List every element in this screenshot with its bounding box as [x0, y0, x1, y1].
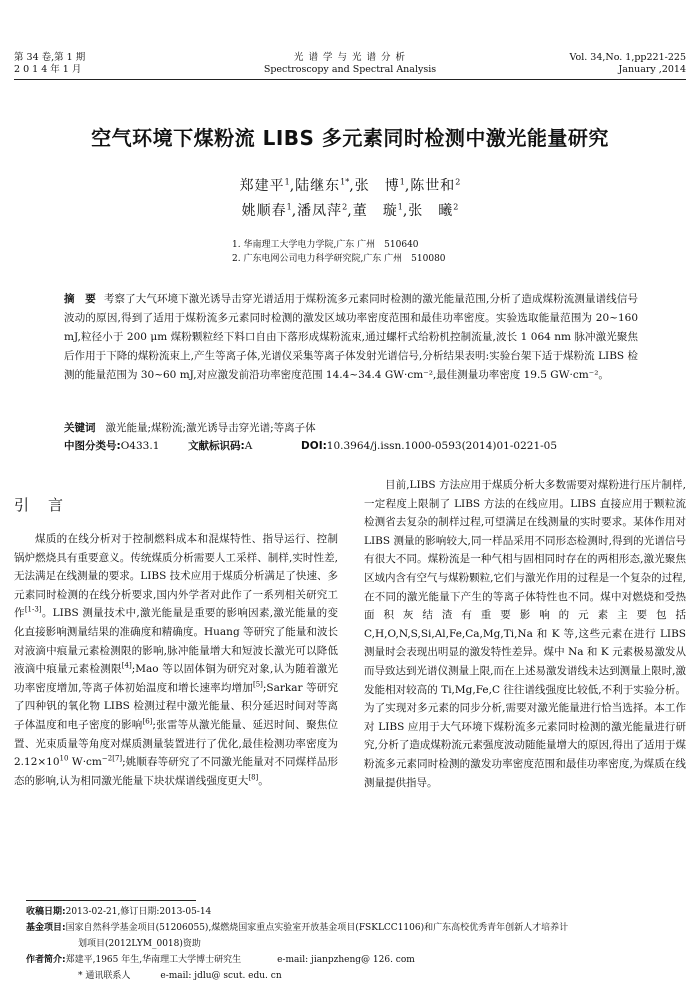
authors-line-2: 姚顺春$^1$,潘凤萍$^2$,董 璇$^1$,张 曦$^2$ [241, 202, 459, 219]
section-heading: 引 言 [14, 496, 66, 514]
doc-code-value: A [244, 440, 253, 452]
date-line: 2 0 1 4 年 1 月 [14, 64, 82, 75]
abstract [64, 290, 638, 385]
author: 姚顺春$^1$ [241, 202, 292, 219]
corresponding-author: * 通讯联系人 e-mail: jdlu@ scut. edu. cn [78, 971, 282, 981]
journal-title [200, 52, 500, 76]
author: 潘凤萍$^2$ [297, 202, 348, 219]
doc-code-label: 文献标识码: [188, 440, 245, 452]
footnotes [26, 904, 680, 984]
clc-label: 中图分类号: [64, 440, 121, 452]
received-date: 收稿日期:2013-02-21,修订日期:2013-05-14 [26, 907, 212, 917]
citation[interactable]: [7] [112, 754, 123, 763]
author: 郑建平$^1$ [239, 177, 290, 194]
left-column [14, 530, 338, 790]
journal-volume-info [14, 52, 85, 76]
citation[interactable]: [6] [142, 717, 153, 726]
authors-line-1: 郑建平$^1$,陆继东$^{1*}$,张 博$^1$,陈世和$^2$ [239, 177, 461, 194]
journal-pages-info [569, 52, 686, 76]
clc-value: O433.1 [120, 440, 160, 452]
citation[interactable]: [1-3] [24, 605, 42, 614]
funding-cont: 划项目(2012LYM_0018)资助 [78, 939, 201, 949]
citation[interactable]: [4] [121, 661, 132, 670]
author-bio: 作者简介:郑建平,1965 年生,华南理工大学博士研究生 e-mail: jianpzheng@ 126. com [26, 955, 415, 965]
intro-paragraph-2: 目前,LIBS 方法应用于煤质分析大多数需要对煤粉进行压片制样,一定程度上限制了 LIBS 方法的在线应用。LIBS 直接应用于颗粒流检测省去复杂的制样过程,可望满足在线测量的实时要求。某体作用对 LIBS 测量的影响较大,同一样品采用不同形态检测时,得到的光谱信号有很大不同。煤粉流是一种气相与固相同时存在的两相形态,激光聚焦区域内含有空气与煤粉颗粒,它们与激光作用的过程是一个复杂的过程,在不同的激光能量下产生的等离子体特性也不同。煤中对燃烧和受热面积灰结渣有重要影响的元素主要包括 C,H,O,N,S,Si,Al,Fe,Ca,Mg,Ti,Na 和 K 等,这些元素在进行 LIBS 测量时会表现出明显的激发特性差异。煤中 Na 和 K 元素极易激发从而导致达到光谱仪测量上限,而在上述易激发谱线未达到测量上限时,激发能相对较高的 Ti,Mg,Fe,C 往往谱线强度比较低,不利于实验分析。为了实现对多元素的同步分析,需要对激光能量进行恰当选择。本工作对 LIBS 应用于大气环境下煤粉流多元素同时检测的激光能量进行研究,分析了造成煤粉流元素强度波动随能量增大的原因,得出了适用于煤粉流多元素同时检测的激发功率密度范围和最佳功率密度,为煤质在线测量提供指导。 [364, 479, 686, 789]
citation[interactable]: [8] [248, 773, 259, 782]
affiliations [232, 238, 446, 266]
keywords [64, 420, 316, 436]
paper-title: 空气环境下煤粉流 LIBS 多元素同时检测中激光能量研究 [91, 126, 609, 150]
corresponding-email[interactable]: e-mail: jdlu@ scut. edu. cn [160, 971, 282, 981]
right-column [364, 476, 686, 792]
keywords-text: 激光能量;煤粉流;激光诱导击穿光谱;等离子体 [105, 422, 316, 434]
funding: 基金项目:国家自然科学基金项目(51206055),煤燃烧国家重点实验室开放基金项目(FSKLCC1106)和广东高校优秀青年创新人才培养计 [26, 923, 569, 933]
citation[interactable]: [5] [252, 680, 263, 689]
abstract-label: 摘 要 [64, 293, 96, 305]
exponent: −2 [101, 754, 113, 763]
volume-line: 第 34 卷,第 1 期 [14, 52, 86, 63]
journal-title-cn: 光 谱 学 与 光 谱 分 析 [293, 52, 407, 63]
author: 陈世和$^2$ [410, 177, 461, 194]
intro-paragraph-1: 煤质的在线分析对于控制燃料成本和混煤特性、指导运行、控制锅炉燃烧具有重要意义。传统煤质分析需要人工采样、制样,实时性差,无法满足在线测量的要求。LIBS 技术应用于煤质分析满足了快速、多元素同时检测的在线分析要求,国内外学者对此作了一系列相关研究工作[1-3]。LIBS 测量技术中,激光能量是重要的影响因素,激光能量的变化直接影响测量结果的准确度和精确度。Huang 等研究了能量和波长对液滴中痕量元素检测限的影响,脉冲能量增大和短波长激光可以降低液滴中痕量元素检测限[4];Mao 等以固体铜为研究对象,认为随着激光功率密度增加,等离子体初始温度和增长速率均增加[5];Sarkar 等研究了四种钒的氧化物 LIBS 检测过程中激光能量、积分延迟时间对等离子体温度和电子密度的影响[6];张雷等从激光能量、延迟时间、聚焦位置、光束质量等角度对煤质测量装置进行了优化,最佳检测功率密度为 $2.12\times 10^{10}$ $W\cdot cm^{-2[7]}$;姚顺春等研究了不同激光能量对不同煤样品形态的影响,认为相同激光能量下块状煤谱线强度更大[8]。 [14, 533, 339, 787]
keywords-label: 关键词 [64, 422, 96, 434]
journal-title-en: Spectroscopy and Spectral Analysis [263, 64, 437, 75]
exponent: 10 [59, 754, 69, 763]
author: 陆继东$^{1*}$ [295, 177, 350, 194]
doi-label: DOI: [301, 440, 327, 452]
author: 董 璇$^1$ [352, 202, 403, 219]
classification-line [64, 438, 644, 454]
header-rule [14, 79, 686, 80]
author-email[interactable]: e-mail: jianpzheng@ 126. com [277, 955, 415, 965]
doi-value: 10.3964/j.issn.1000-0593(2014)01-0221-05 [326, 440, 558, 452]
pages-line: Vol. 34,No. 1,pp221-225 [569, 52, 686, 63]
affiliation-1: 1. 华南理工大学电力学院,广东 广州 510640 [232, 240, 419, 250]
affiliation-2: 2. 广东电网公司电力科学研究院,广东 广州 510080 [232, 254, 446, 264]
author: 张 曦$^2$ [408, 202, 459, 219]
abstract-text: 考察了大气环境下激光诱导击穿光谱适用于煤粉流多元素同时检测的激光能量范围,分析了造成煤粉流测量谱线信号波动的原因,得到了适用于煤粉流多元素同时检测的激发区域功率密度范围和最佳功率密度。实验选取能量范围为 20~160 mJ,粒径小于 200 μm 煤粉颗粒经下料口自由下落形成煤粉流束,通过螺杆式给粉机控制流量,波长 1 064 nm 脉冲激光聚焦后作用于下降的煤粉流束上,产生等离子体,光谱仪采集等离子体发射光谱信号,分析结果表明:实验台架下适于煤粉流 LIBS 检测的能量范围为 30~60 mJ,对应激发前沿功率密度范围 14.4~34.4 GW·cm⁻²,最佳测量功率密度 19.5 GW·cm⁻²。 [64, 293, 639, 381]
footnote-rule [26, 900, 196, 901]
author: 张 博$^1$ [354, 177, 405, 194]
month-line: January ,2014 [618, 64, 686, 75]
